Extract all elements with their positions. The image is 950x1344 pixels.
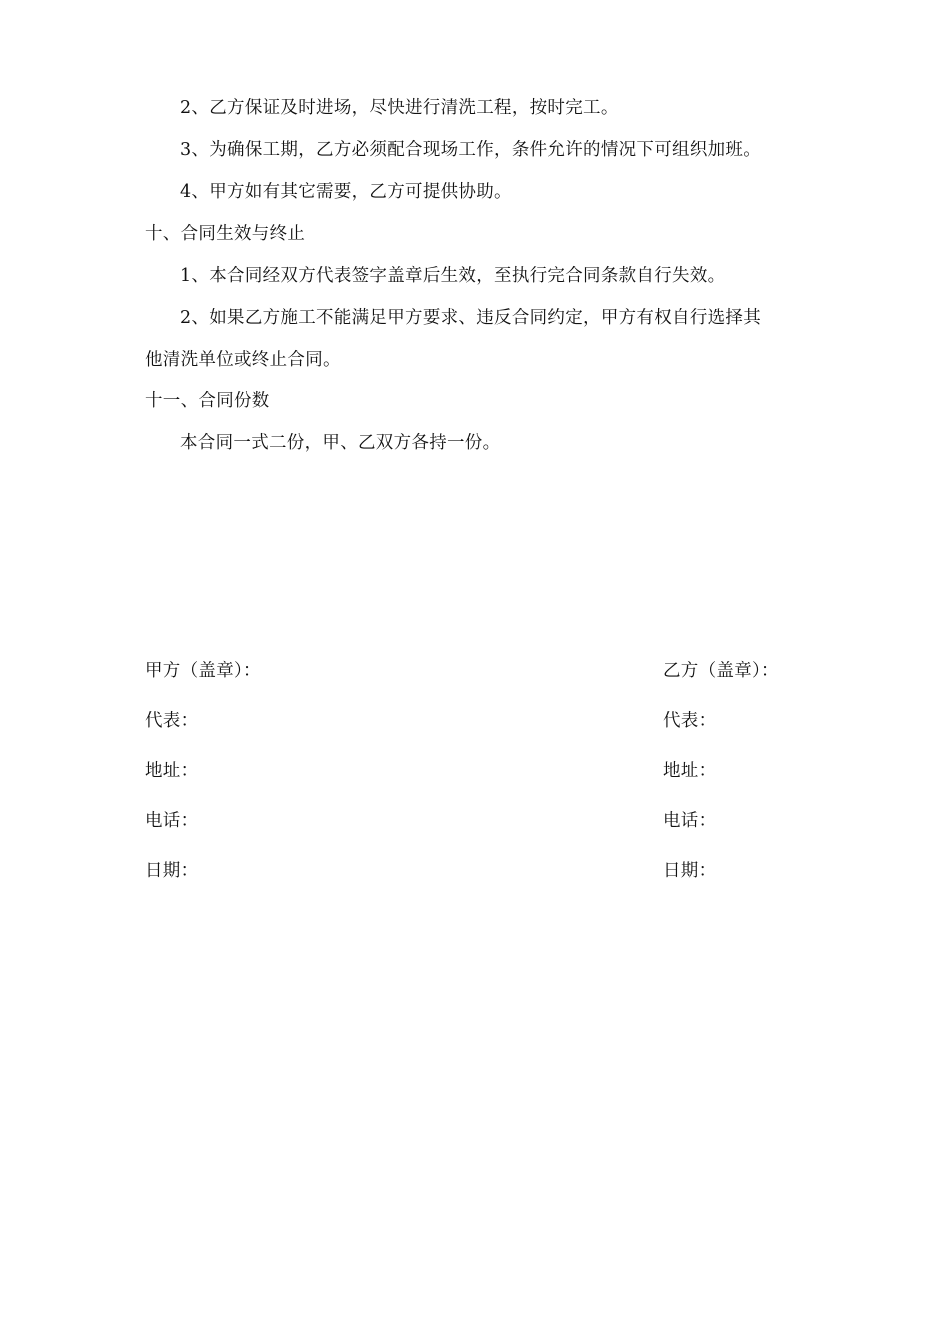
clause-item-4: 4、甲方如有其它需要，乙方可提供协助。	[180, 182, 512, 202]
section-11-body: 本合同一式二份，甲、乙双方各持一份。	[180, 433, 501, 453]
section-10-item-1: 1、本合同经双方代表签字盖章后生效，至执行完合同条款自行失效。	[180, 266, 726, 286]
clause-item-2: 2、乙方保证及时进场，尽快进行清洗工程，按时完工。	[180, 98, 619, 118]
section-10-heading: 十、合同生效与终止	[145, 224, 306, 244]
section-11-heading: 十一、合同份数	[145, 391, 270, 411]
party-a-address-label: 地址：	[145, 761, 199, 781]
party-b-title: 乙方（盖章）：	[663, 661, 779, 681]
section-10-item-2-line-2: 他清洗单位或终止合同。	[145, 350, 341, 370]
party-b-representative-label: 代表：	[663, 711, 717, 731]
party-a-representative-label: 代表：	[145, 711, 199, 731]
party-b-phone-label: 电话：	[663, 811, 717, 831]
party-a-date-label: 日期：	[145, 861, 199, 881]
party-a-title: 甲方（盖章）：	[145, 661, 261, 681]
section-10-item-2-line-1: 2、如果乙方施工不能满足甲方要求、违反合同约定，甲方有权自行选择其	[180, 308, 762, 328]
party-b-date-label: 日期：	[663, 861, 717, 881]
party-b-address-label: 地址：	[663, 761, 717, 781]
clause-item-3: 3、为确保工期，乙方必须配合现场工作，条件允许的情况下可组织加班。	[180, 140, 762, 160]
party-a-phone-label: 电话：	[145, 811, 199, 831]
